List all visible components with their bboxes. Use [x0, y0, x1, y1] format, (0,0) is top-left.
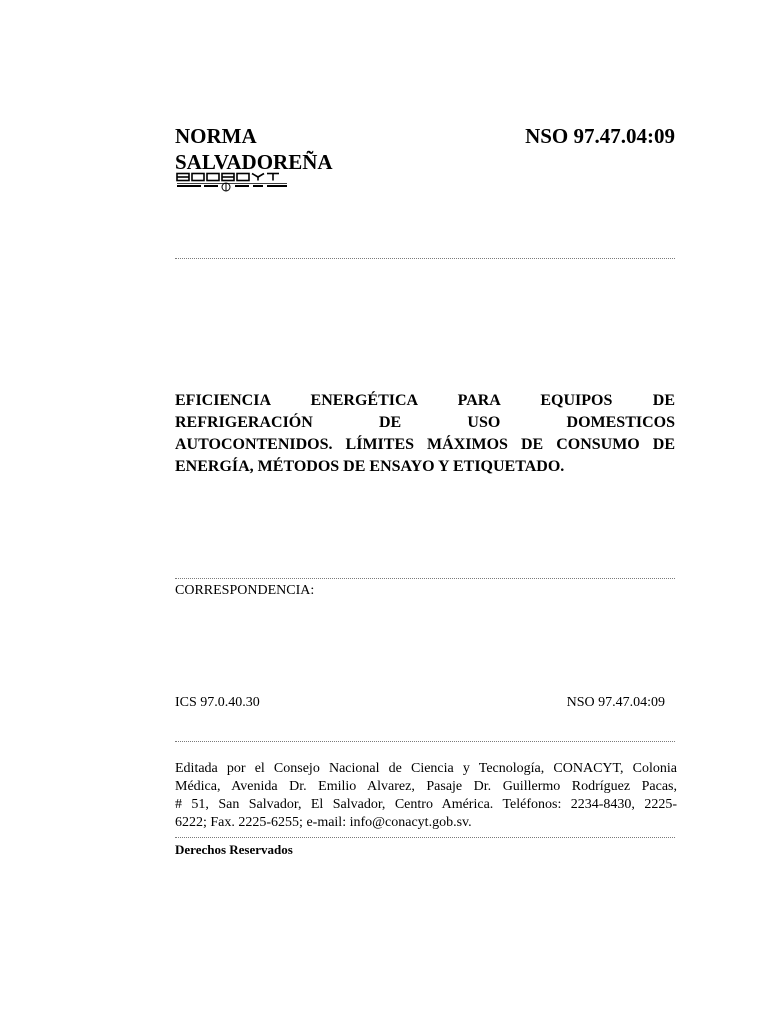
conacyt-logo-icon: [175, 172, 290, 192]
rights-reserved-label: Derechos Reservados: [175, 842, 293, 857]
correspondence-label: CORRESPONDENCIA:: [175, 583, 315, 598]
title-line-3: AUTOCONTENIDOS. LÍMITES MÁXIMOS DE CONSUMO DE: [175, 436, 675, 453]
document-title: [175, 390, 675, 478]
ics-code: ICS 97.0.40.30: [175, 695, 260, 710]
heading-line-salvadorena: SALVADOREÑA: [175, 150, 333, 174]
nso-code: NSO 97.47.04:09: [566, 695, 665, 710]
editorial-line-1: Editada por el Consejo Nacional de Ciencia y Tecnología, CONACYT, Colonia: [175, 761, 677, 776]
divider-top: [175, 258, 675, 259]
standard-type-heading: [175, 123, 333, 175]
divider-editorial: [175, 741, 675, 742]
divider-correspondence: [175, 578, 675, 579]
heading-line-norma: NORMA: [175, 124, 257, 148]
editorial-line-3: # 51, San Salvador, El Salvador, Centro América. Teléfonos: 2234-8430, 2225-: [175, 797, 677, 812]
title-line-4: ENERGÍA, MÉTODOS DE ENSAYO Y ETIQUETADO.: [175, 458, 565, 475]
title-line-1: EFICIENCIA ENERGÉTICA PARA EQUIPOS DE: [175, 392, 675, 409]
divider-rights: [175, 837, 675, 838]
editorial-line-2: Médica, Avenida Dr. Emilio Alvarez, Pasaje Dr. Guillermo Rodríguez Pacas,: [175, 779, 677, 794]
standard-code-heading: NSO 97.47.04:09: [525, 124, 675, 148]
title-line-2: REFRIGERACIÓN DE USO DOMESTICOS: [175, 414, 675, 431]
editorial-notice: [175, 760, 677, 832]
editorial-line-4: 6222; Fax. 2225-6255; e-mail: info@conacyt.gob.sv.: [175, 815, 472, 830]
